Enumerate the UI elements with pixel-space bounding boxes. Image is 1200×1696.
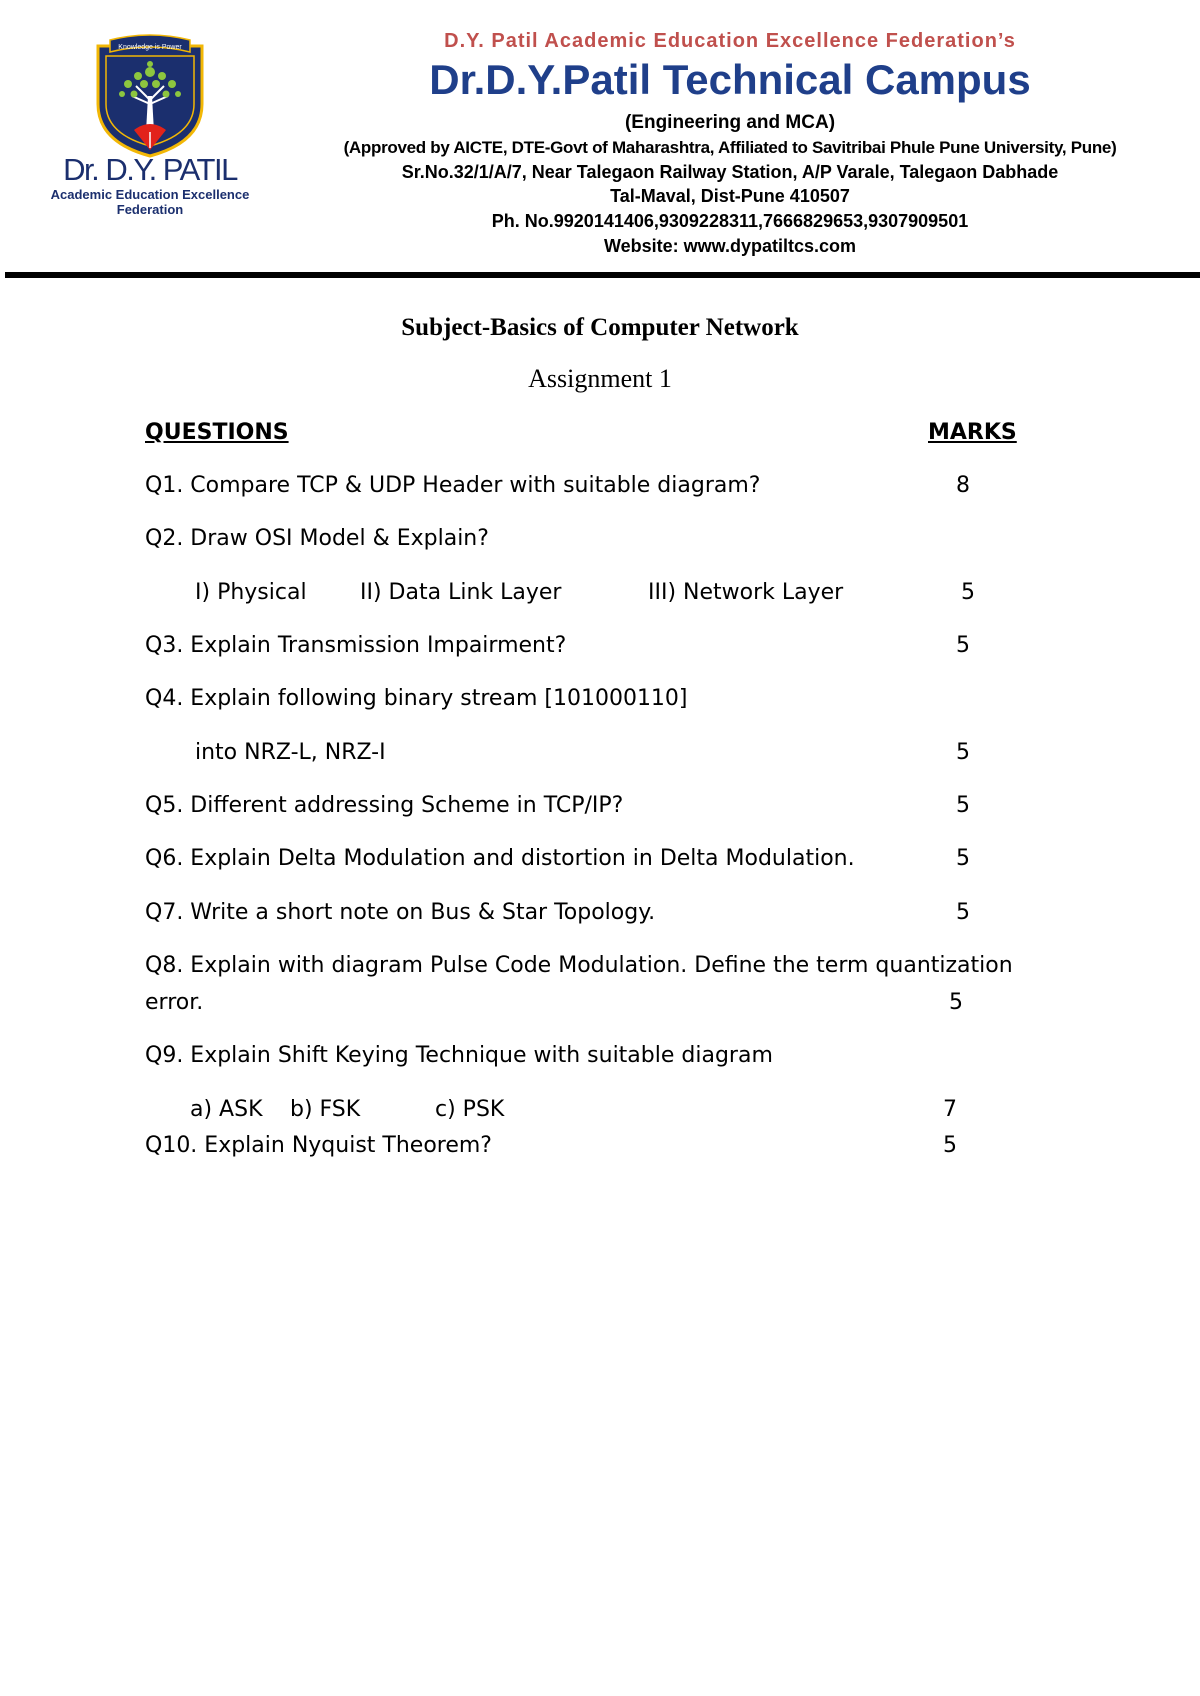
website-line: Website: www.dypatiltcs.com	[603, 236, 857, 256]
question-2-sub-3: III) Network Layer	[648, 580, 844, 605]
question-4-marks: 5	[956, 740, 970, 765]
campus-name: Dr.D.Y.Patil Technical Campus	[429, 56, 1031, 103]
question-1-marks: 8	[956, 473, 970, 498]
question-3-marks: 5	[956, 633, 970, 658]
subject-title: Subject-Basics of Computer Network	[401, 314, 799, 341]
campus-programs: (Engineering and MCA)	[624, 112, 836, 133]
question-7-marks: 5	[956, 900, 970, 925]
question-2-marks: 5	[961, 580, 975, 605]
question-5: Q5. Different addressing Scheme in TCP/IP?	[145, 793, 624, 818]
logo-subcaption	[40, 187, 260, 217]
question-2-sub-2: II) Data Link Layer	[360, 580, 562, 605]
approval-line: (Approved by AICTE, DTE-Govt of Maharashtra, Affiliated to Savitribai Phule Pune University, Pune)	[343, 138, 1117, 157]
question-8-marks: 5	[949, 990, 963, 1015]
question-4-continuation: into NRZ-L, NRZ-I	[195, 740, 386, 765]
logo-subcaption-line-1: Academic Education Excellence	[50, 187, 250, 202]
question-9-marks: 7	[943, 1097, 957, 1122]
logo-banner-text: Knowledge is Power	[118, 44, 182, 51]
question-6: Q6. Explain Delta Modulation and distortion in Delta Modulation.	[145, 846, 855, 871]
assignment-title: Assignment 1	[528, 364, 672, 393]
question-9: Q9. Explain Shift Keying Technique with suitable diagram	[145, 1043, 773, 1068]
question-5-marks: 5	[956, 793, 970, 818]
institution-logo	[40, 34, 260, 224]
question-6-marks: 5	[956, 846, 970, 871]
question-2: Q2. Draw OSI Model & Explain?	[145, 526, 489, 551]
phone-line: Ph. No.9920141406,9309228311,7666829653,9307909501	[491, 211, 969, 231]
logo-subcaption-line-2: Federation	[116, 202, 184, 217]
question-9-sub-1: a) ASK	[190, 1097, 263, 1122]
question-2-sub-1: I) Physical	[195, 580, 307, 605]
question-9-sub-3: c) PSK	[435, 1097, 505, 1122]
question-8: Q8. Explain with diagram Pulse Code Modulation. Define the term quantization	[145, 953, 1013, 978]
question-10: Q10. Explain Nyquist Theorem?	[145, 1133, 492, 1158]
questions-heading: QUESTIONS	[145, 420, 289, 445]
shield-emblem-icon	[40, 34, 260, 159]
question-8-continuation: error.	[145, 990, 204, 1015]
question-10-marks: 5	[943, 1133, 957, 1158]
marks-heading: MARKS	[928, 420, 1017, 445]
district-line: Tal-Maval, Dist-Pune 410507	[610, 186, 850, 206]
address-line: Sr.No.32/1/A/7, Near Talegaon Railway Station, A/P Varale, Talegaon Dabhade	[401, 162, 1059, 182]
header-divider	[5, 272, 1200, 278]
question-7: Q7. Write a short note on Bus & Star Topology.	[145, 900, 656, 925]
question-9-sub-2: b) FSK	[290, 1097, 361, 1122]
question-1: Q1. Compare TCP & UDP Header with suitable diagram?	[145, 473, 761, 498]
federation-name: D.Y. Patil Academic Education Excellence Federation’s	[444, 30, 1016, 52]
logo-caption: Dr. D.Y. PATIL	[63, 152, 237, 187]
question-4: Q4. Explain following binary stream [101000110]	[145, 686, 688, 711]
question-3: Q3. Explain Transmission Impairment?	[145, 633, 567, 658]
